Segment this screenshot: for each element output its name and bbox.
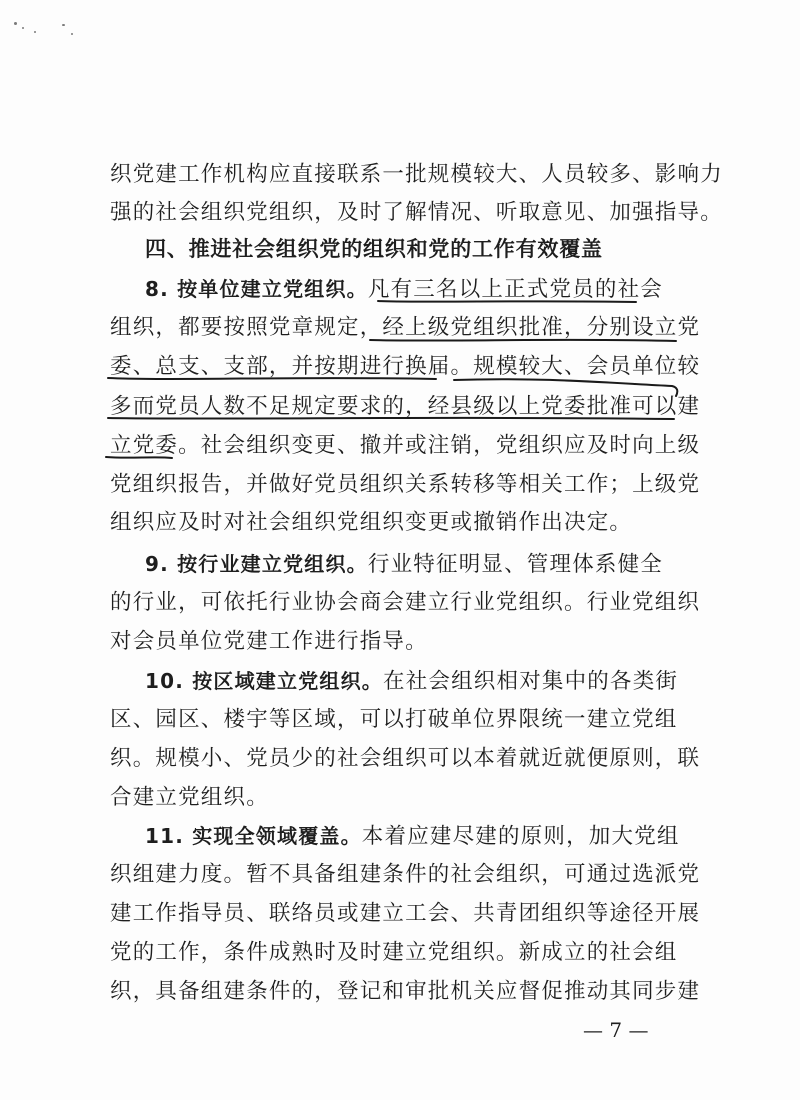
body-text-line: 组织，都要按照党章规定，经上级党组织批准，分别设立党 (110, 315, 701, 340)
body-text-line: 党组织报告，并做好党员组织关系转移等相关工作；上级党 (110, 472, 701, 497)
body-text-line: 组织应及时对社会组织党组织变更或撤销作出决定。 (110, 510, 633, 535)
body-text-line: 立党委。社会组织变更、撤并或注销，党组织应及时向上级 (110, 433, 701, 458)
scan-speck (22, 27, 24, 29)
item-lead: 8. 按单位建立党组织。 (145, 277, 368, 301)
item-lead: 10. 按区域建立党组织。 (145, 669, 383, 693)
paragraph-first-line (145, 666, 679, 697)
paragraph-first-line (145, 274, 675, 305)
body-text-line: 织，具备组建条件的，登记和审批机关应督促推动其同步建 (110, 979, 701, 1004)
body-text-line: 合建立党组织。 (110, 785, 269, 810)
scan-speck (14, 22, 17, 25)
paragraph-text: 凡有三名以上正式党员的社会 (367, 277, 663, 302)
item-lead: 9. 按行业建立党组织。 (145, 552, 368, 576)
paragraph-first-line (145, 549, 675, 580)
page-number: — 7 — (583, 1018, 649, 1042)
body-text-line: 的行业，可依托行业协会商会建立行业党组织。行业党组织 (110, 590, 701, 615)
scan-speck (71, 33, 73, 35)
paragraph-text: 行业特征明显、管理体系健全 (367, 552, 663, 577)
scan-speck (62, 24, 65, 26)
body-text-line: 委、总支、支部，并按期进行换届。规模较大、会员单位较 (110, 354, 701, 379)
body-text-line: 织组建力度。暂不具备组建条件的社会组织，可通过选派党 (110, 862, 701, 887)
body-text-line: 织党建工作机构应直接联系一批规模较大、人员较多、影响力 (110, 162, 723, 187)
paragraph-text: 本着应建尽建的原则，加大党组 (361, 824, 680, 849)
body-text-line: 强的社会组织党组织，及时了解情况、听取意见、加强指导。 (110, 200, 723, 225)
body-text-line: 党的工作，条件成熟时及时建立党组织。新成立的社会组 (110, 940, 678, 965)
scan-speck (34, 31, 36, 33)
section-heading: 四、推进社会组织党的组织和党的工作有效覆盖 (145, 237, 603, 261)
body-text-line: 对会员单位党建工作进行指导。 (110, 629, 428, 654)
paragraph-text: 在社会组织相对集中的各类街 (383, 669, 679, 694)
paragraph-first-line (145, 821, 680, 852)
body-text-line: 多而党员人数不足规定要求的，经县级以上党委批准可以建 (110, 394, 701, 419)
body-text-line: 织。规模小、党员少的社会组织可以本着就近就便原则，联 (110, 746, 701, 771)
body-text-line: 建工作指导员、联络员或建立工会、共青团组织等途径开展 (110, 901, 701, 926)
body-text-line: 区、园区、楼宇等区域，可以打破单位界限统一建立党组 (110, 707, 678, 732)
item-lead: 11. 实现全领域覆盖。 (145, 824, 362, 848)
